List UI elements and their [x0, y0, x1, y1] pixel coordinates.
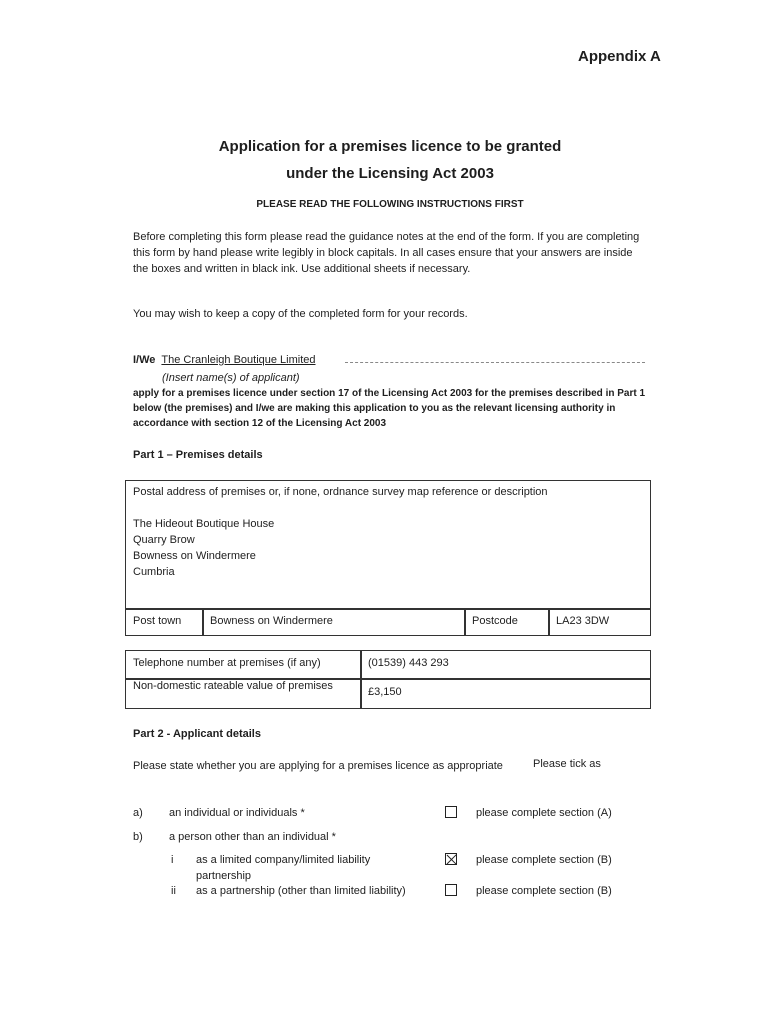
telephone-label: Telephone number at premises (if any)	[133, 657, 321, 669]
option-label: as a limited company/limited liability partnership	[196, 854, 371, 882]
option-label: as a partnership (other than limited liability)	[196, 885, 406, 897]
instructions-paragraph: Before completing this form please read the guidance notes at the end of the form. If you are completing this form by hand please write legibly in block capitals. In all cases ensure that your answers are inside the boxes and written in black ink. Use additional sheets if necessary.	[133, 231, 640, 275]
option-label: an individual or individuals *	[169, 807, 305, 819]
cell-divider	[202, 608, 204, 636]
option-label: a person other than an individual *	[169, 831, 336, 843]
address-field[interactable]	[133, 516, 274, 580]
apply-statement: apply for a premises licence under section 17 of the Licensing Act 2003 for the premises described in Part 1 below (the premises) and I/we are making this application to you as the relevant licensing authority in accordance with section 12 of the Licensing Act 2003	[133, 388, 646, 429]
option-instruction: please complete section (A)	[476, 807, 612, 819]
applicant-name-dotted-line	[345, 362, 645, 363]
appendix-label: Appendix A	[578, 48, 661, 65]
option-instruction: please complete section (B)	[476, 885, 612, 897]
iwe-label: I/We	[133, 354, 156, 366]
part2-question: Please state whether you are applying for a premises licence as appropriate	[133, 760, 503, 772]
address-line: Quarry Brow	[133, 534, 195, 546]
partnership-checkbox[interactable]	[445, 884, 457, 896]
applicant-name[interactable]: The Cranleigh Boutique Limited	[161, 354, 316, 366]
option-marker: ii	[171, 885, 176, 897]
option-marker: a)	[133, 807, 143, 819]
individual-checkbox[interactable]	[445, 806, 457, 818]
postcode-field[interactable]: LA23 3DW	[556, 615, 610, 627]
postcode-label: Postcode	[472, 615, 518, 627]
cell-divider	[360, 650, 362, 709]
option-marker: i	[171, 854, 174, 866]
tick-heading: Please tick as	[533, 758, 601, 770]
insert-name-hint: (Insert name(s) of applicant)	[162, 372, 300, 384]
address-line: Cumbria	[133, 566, 175, 578]
address-line: Bowness on Windermere	[133, 550, 256, 562]
post-town-label: Post town	[133, 615, 182, 627]
form-title-line2: under the Licensing Act 2003	[286, 165, 494, 182]
option-marker: b)	[133, 831, 143, 843]
applicant-line	[133, 354, 316, 366]
address-label: Postal address of premises or, if none, ordnance survey map reference or description	[133, 486, 548, 498]
post-town-field[interactable]: Bowness on Windermere	[210, 615, 333, 627]
rateable-value-label: Non-domestic rateable value of premises	[133, 680, 333, 692]
address-row-divider	[125, 608, 651, 610]
rateable-value-field[interactable]: £3,150	[368, 686, 402, 698]
address-line: The Hideout Boutique House	[133, 518, 275, 530]
part1-heading: Part 1 – Premises details	[133, 449, 263, 461]
instructions-heading: PLEASE READ THE FOLLOWING INSTRUCTIONS FIRST	[256, 199, 524, 210]
cell-divider	[464, 608, 466, 636]
cell-divider	[548, 608, 550, 636]
form-title-line1: Application for a premises licence to be granted	[218, 138, 562, 155]
records-note: You may wish to keep a copy of the completed form for your records.	[133, 308, 468, 320]
limited-company-checkbox[interactable]	[445, 853, 457, 865]
part2-heading: Part 2 - Applicant details	[133, 728, 261, 740]
telephone-field[interactable]: (01539) 443 293	[368, 657, 449, 669]
option-instruction: please complete section (B)	[476, 854, 612, 866]
